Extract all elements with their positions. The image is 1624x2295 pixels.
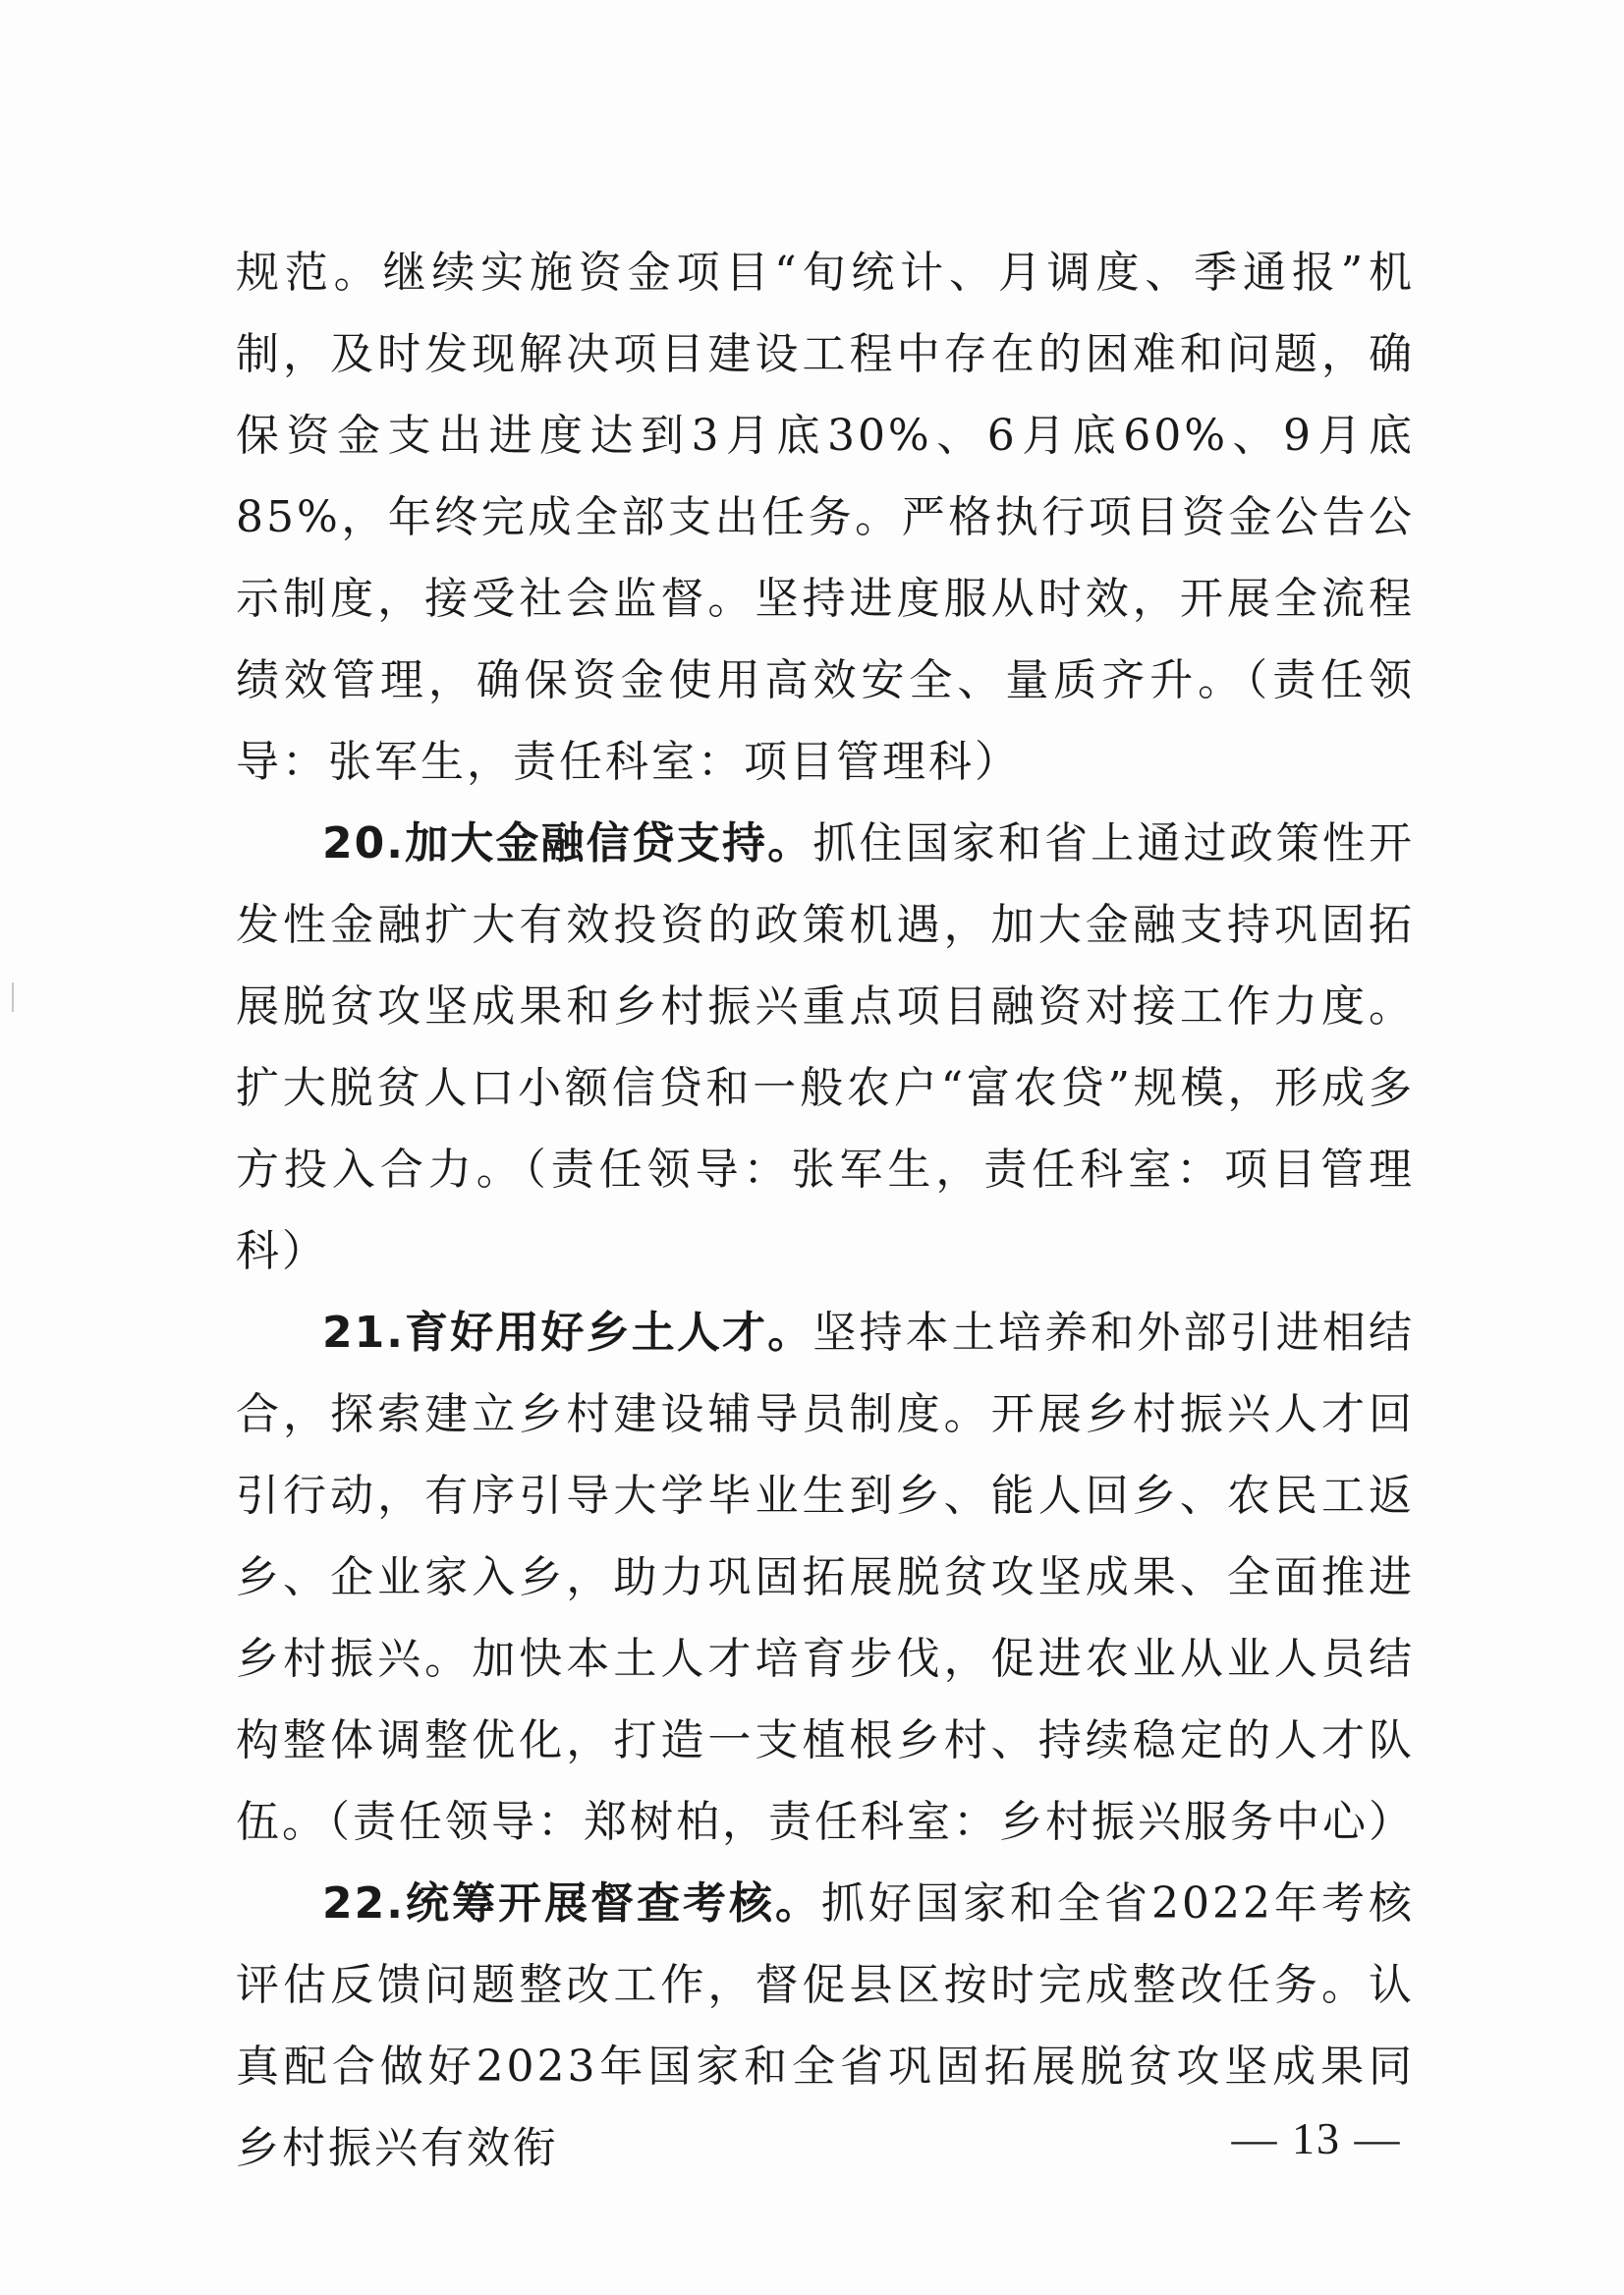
paragraph-heading: 21.育好用好乡土人才。 [322,1308,813,1358]
paragraph-text: 抓住国家和省上通过政策性开发性金融扩大有效投资的政策机遇，加大金融支持巩固拓展脱贫攻坚成果和乡村振兴重点项目融资对接工作力度。扩大脱贫人口小额信贷和一般农户“富农贷”规模，形成多方投入合力。（责任领导：张军生，责任科室：项目管理科） [236,818,1416,1276]
document-body [236,232,1415,2189]
paragraph-continuation [236,232,1415,803]
paragraph-heading: 20.加大金融信贷支持。 [322,818,813,868]
page-number: — 13 — [1231,2113,1402,2163]
paragraph-text: 规范。继续实施资金项目“旬统计、月调度、季通报”机制，及时发现解决项目建设工程中存在的困难和问题，确保资金支出进度达到3月底30%、6月底60%、9月底85%，年终完成全部支出任务。严格执行项目资金公告公示制度，接受社会监督。坚持进度服从时效，开展全流程绩效管理，确保资金使用高效安全、量质齐升。（责任领导：张军生，责任科室：项目管理科） [236,248,1415,787]
paragraph-item-21 [236,1292,1415,1863]
paragraph-text: 抓好国家和全省2022年考核评估反馈问题整改工作，督促县区按时完成整改任务。认真配合做好2023年国家和全省巩固拓展脱贫攻坚成果同乡村振兴有效衔 [236,1878,1415,2173]
paragraph-text: 坚持本土培养和外部引进相结合，探索建立乡村建设辅导员制度。开展乡村振兴人才回引行动，有序引导大学毕业生到乡、能人回乡、农民工返乡、企业家入乡，助力巩固拓展脱贫攻坚成果、全面推进乡村振兴。加快本土人才培育步伐，促进农业从业人员结构整体调整优化，打造一支植根乡村、持续稳定的人才队伍。（责任领导：郑树柏，责任科室：乡村振兴服务中心） [236,1308,1416,1847]
scan-artifact-mark [12,982,14,1012]
paragraph-item-20 [236,803,1415,1292]
paragraph-heading: 22.统筹开展督查考核。 [322,1878,821,1929]
